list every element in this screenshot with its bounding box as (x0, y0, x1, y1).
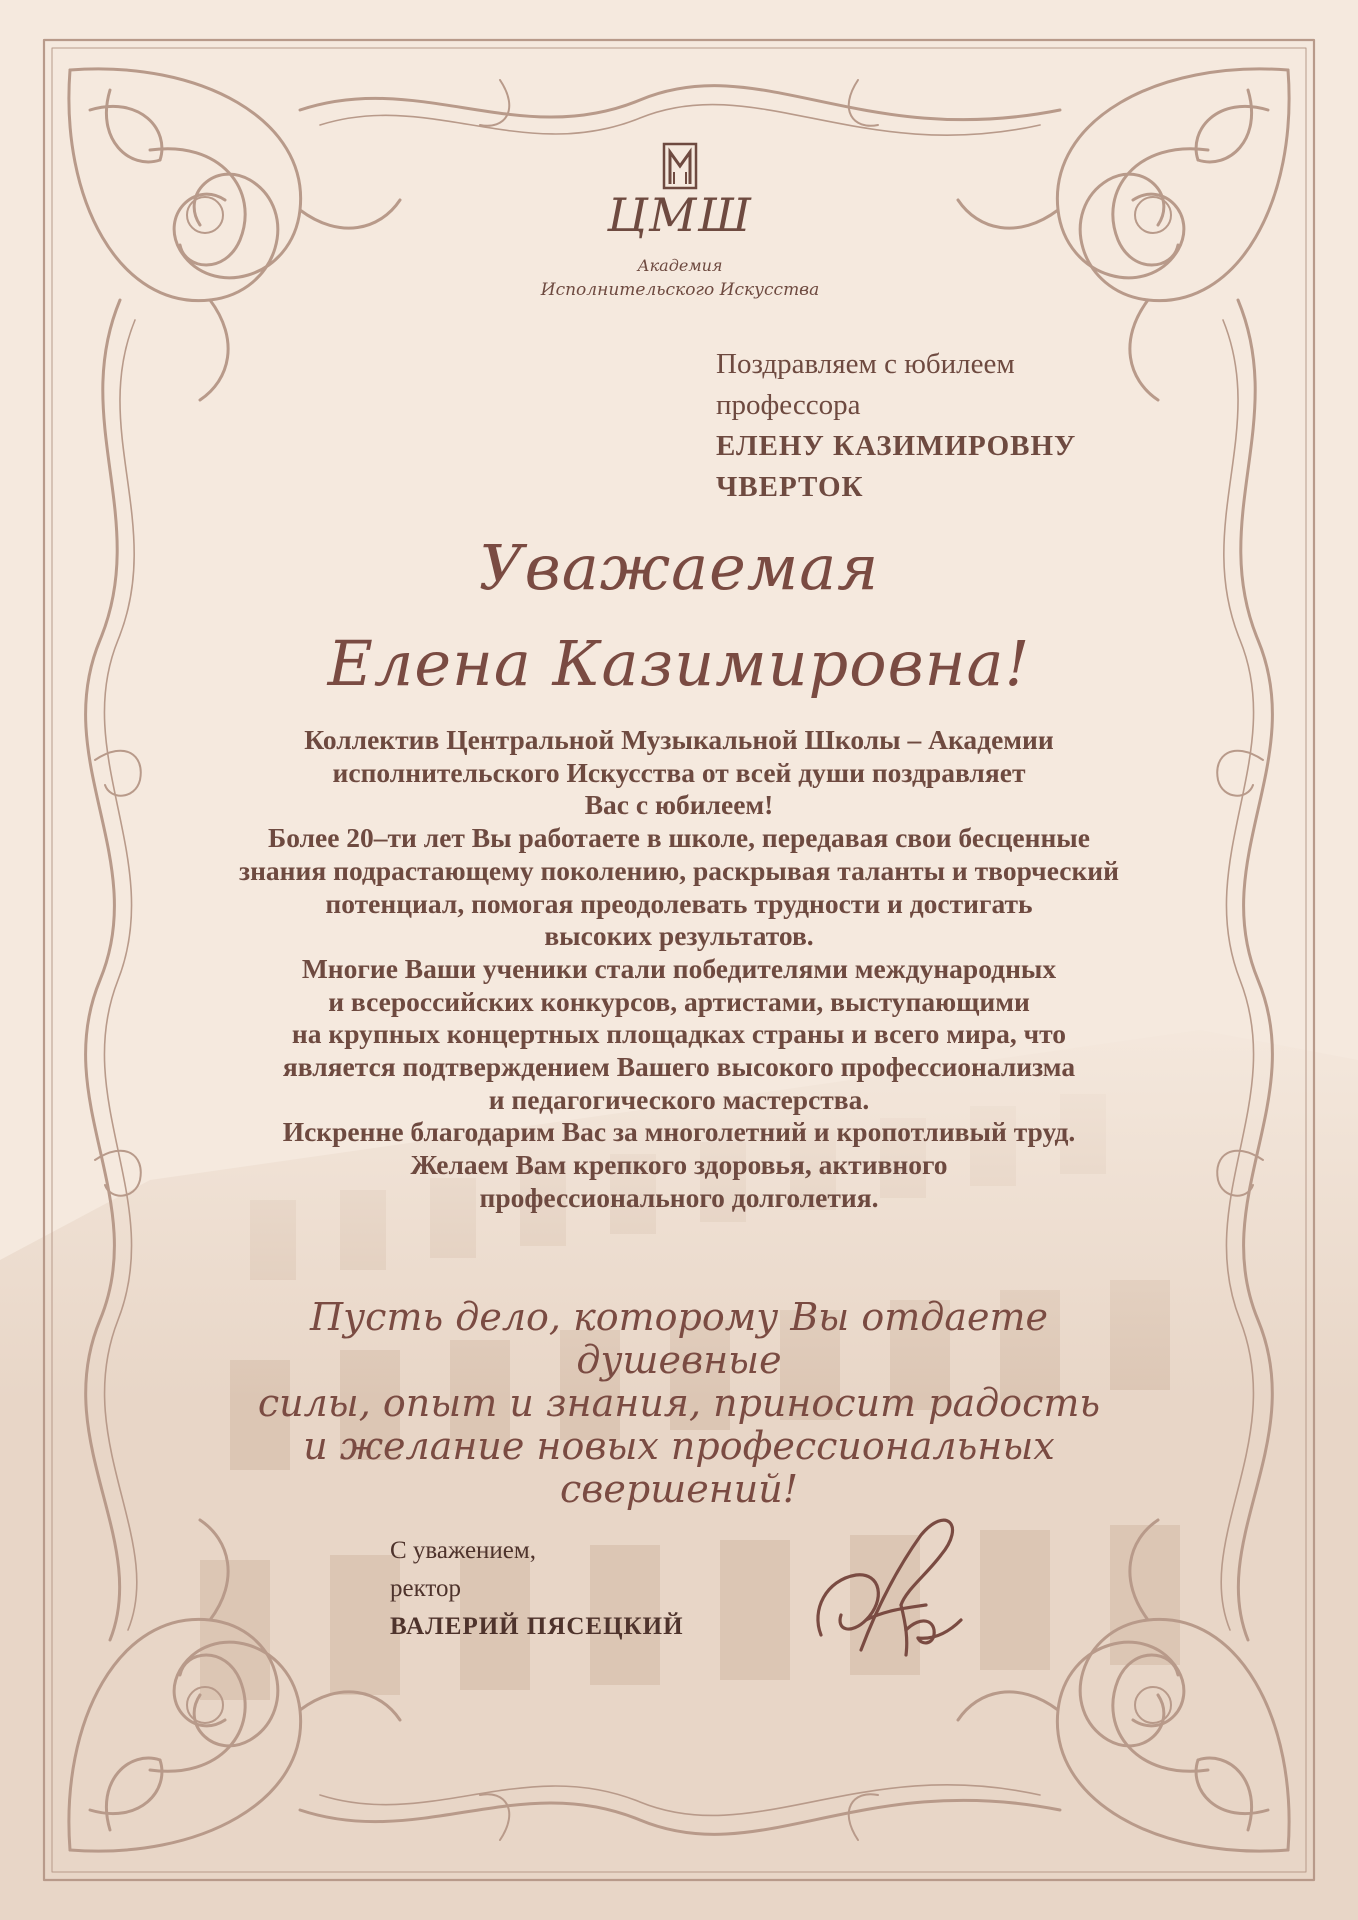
congratulation-header (716, 344, 1156, 508)
salutation (200, 520, 1158, 712)
logo-academy-subtitle: Исполнительского Искусства (540, 280, 820, 300)
signoff-title: ректор (390, 1575, 462, 1602)
logo-academy-label: Академия (637, 256, 723, 275)
body-line: знания подрастающему поколению, раскрывая таланты и творческий (239, 854, 1119, 886)
body-line: Коллектив Центральной Музыкальной Школы – Академии (304, 724, 1054, 755)
body-line: профессионального долголетия. (479, 1181, 879, 1213)
body-line: Желаем Вам крепкого здоровья, активного (410, 1149, 948, 1181)
academy-logo (530, 140, 830, 310)
letter-body (210, 724, 1148, 1215)
congrats-line: Поздравляем с юбилеем (716, 348, 1015, 380)
body-line: высоких результатов. (544, 920, 814, 952)
body-line: и педагогического мастерства. (488, 1083, 870, 1115)
body-line: Искренне благодарим Вас за многолетний и кропотливый труд. (282, 1116, 1076, 1148)
signatory-name: ВАЛЕРИЙ ПЯСЕЦКИЙ (390, 1613, 684, 1640)
body-line: на крупных концертных площадках страны и всего мира, что (291, 1018, 1067, 1050)
body-line: является подтверждением Вашего высокого профессионализма (282, 1051, 1076, 1083)
signoff-regards: С уважением, (390, 1537, 536, 1564)
body-line: Более 20–ти лет Вы работаете в школе, передавая свои бесценные (268, 822, 1090, 854)
signoff-block (390, 1532, 790, 1646)
recipient-first-name: ЕЛЕНУ КАЗИМИРОВНУ (716, 430, 1077, 462)
handwritten-signature (806, 1510, 976, 1670)
body-line: исполнительского Искусства от всей души поздравляет (332, 756, 1026, 788)
wish-line: свершений! (560, 1467, 798, 1511)
body-line: Вас с юбилеем! (584, 789, 774, 821)
logo-emblem-icon (660, 140, 700, 192)
salutation-line: Елена Казимировна! (327, 627, 1031, 700)
salutation-line: Уважаемая (478, 531, 880, 604)
wish-line: силы, опыт и знания, приносит радость (257, 1381, 1101, 1425)
body-line: и всероссийских конкурсов, артистами, выступающими (328, 985, 1030, 1017)
logo-abbreviation: ЦМШ (607, 188, 753, 242)
body-line: потенциал, помогая преодолевать трудности и достигать (325, 887, 1033, 919)
congrats-line: профессора (716, 389, 861, 421)
body-line: Многие Ваши ученики стали победителями международных (301, 952, 1057, 984)
recipient-last-name: ЧВЕРТОК (716, 471, 864, 503)
closing-wish (210, 1296, 1148, 1511)
wish-line: Пусть дело, которому Вы отдаете душевные (310, 1295, 1048, 1382)
wish-line: и желание новых профессиональных (303, 1424, 1055, 1468)
